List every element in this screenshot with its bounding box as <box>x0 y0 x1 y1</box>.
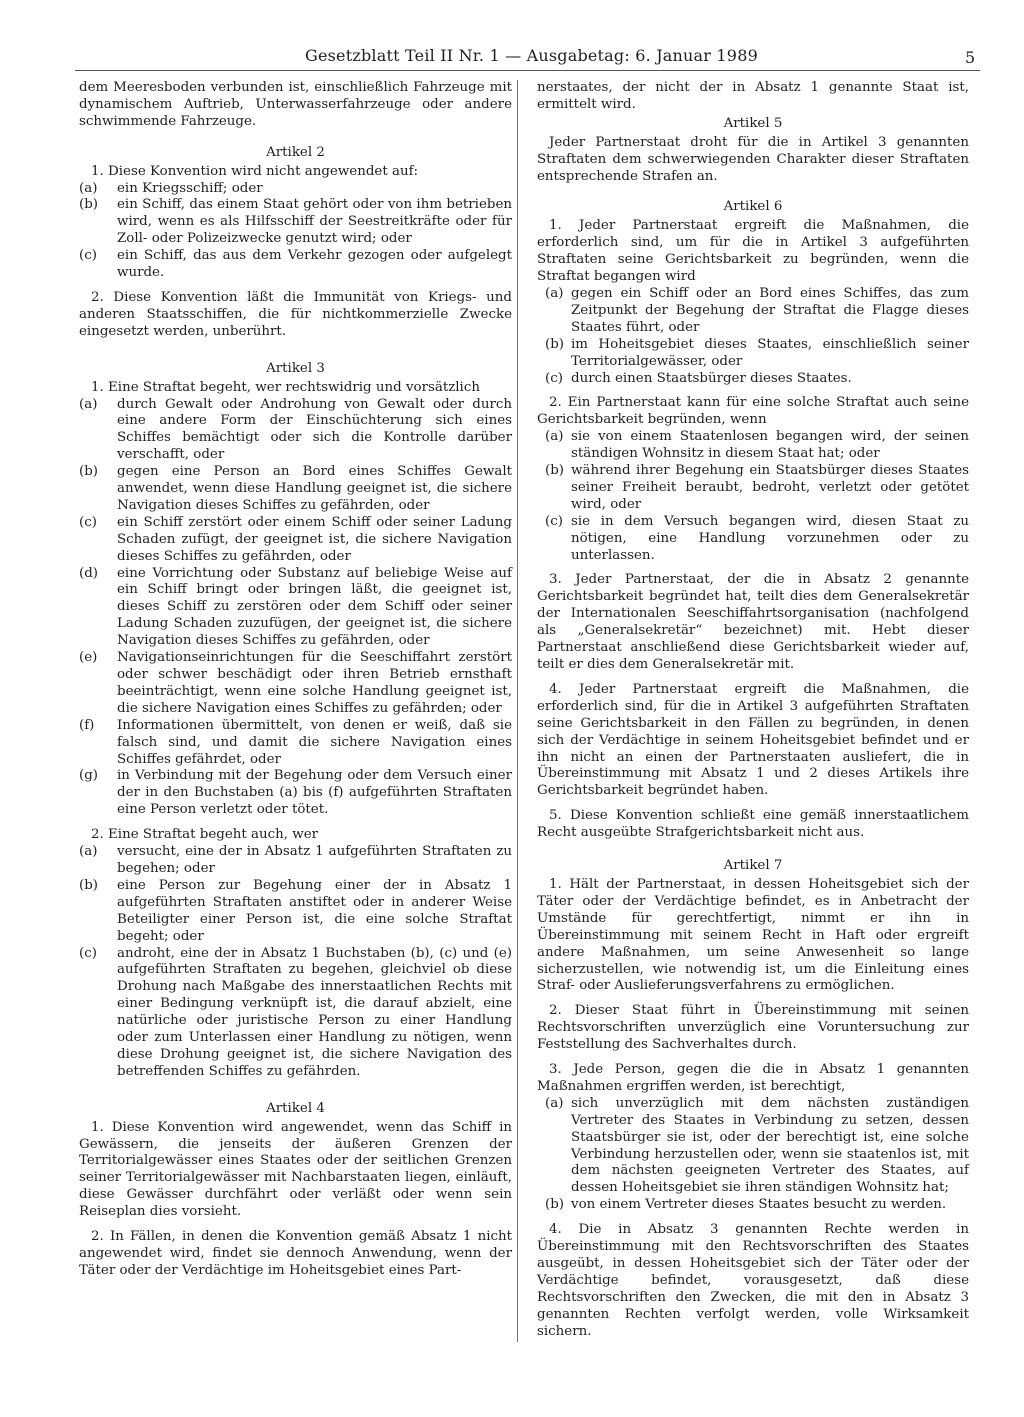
header-title: Gesetzblatt Teil II Nr. 1 — Ausgabetag: 6. Januar 1989 <box>305 46 758 65</box>
list-item: (d) eine Vorrichtung oder Substanz auf beliebige Weise auf ein Schiff bringt oder bringen läßt, die geeignet ist, dieses Schiff zu zerstören oder dem Schiff oder seiner Ladung Schaden zuzufügen, der geeignet ist, die sichere Navigation dieses Schiffes zu gefährden, oder <box>79 565 512 649</box>
article-3-para-1: 1. Eine Straftat begeht, wer rechtswidrig und vorsätzlich <box>91 379 480 395</box>
list-item: (c) ein Schiff, das aus dem Verkehr gezogen oder aufgelegt wurde. <box>79 248 512 281</box>
list-item: (b) gegen eine Person an Bord eines Schiffes Gewalt anwendet, wenn diese Handlung geeignet ist, die sichere Navigation dieses Schiffes zu gefährden, oder <box>79 464 512 513</box>
list-item: (c) sie in dem Versuch begangen wird, diesen Staat zu nötigen, eine Handlung vorzunehmen oder zu unterlassen. <box>545 513 969 563</box>
list-item: (a) ein Kriegsschiff; oder <box>79 180 263 196</box>
list-item: (a) durch Gewalt oder Androhung von Gewalt oder durch eine andere Form der Einschüchterung sich eines Schiffes bemächtigt oder sich die Kontrolle darüber verschafft, oder <box>79 396 512 463</box>
article-7-heading: Artikel 7 <box>723 858 783 874</box>
article-2-para-2: 2. Diese Konvention läßt die Immunität von Kriegs- und anderen Staatsschiffen, die für nichtkommerzielle Zwecke eingesetzt werden, unberührt. <box>79 289 512 339</box>
article-6-para-4: 4. Jeder Partnerstaat ergreift die Maßnahmen, die erforderlich sind, für die in Artikel 3 aufgeführten Straftaten seine Gerichtsbarkeit in den Fällen zu begründen, in denen sich der Verdächtige in seinem Hoheitsgebiet befindet und er ihn nicht an einen der Partnerstaaten ausliefert, die in Übereinstimmung mit Absatz 1 und 2 dieses Artikels ihre Gerichtsbarkeit begründet haben. <box>537 681 969 799</box>
article-6-para-1: 1. Jeder Partnerstaat ergreift die Maßnahmen, die erforderlich sind, um für die in Artikel 3 aufgeführten Straftaten seine Gerichtsbarkeit zu begründen, wenn die Straftat begangen wird <box>537 218 969 285</box>
list-item: (f) Informationen übermittelt, von denen er weiß, daß sie falsch sind, und damit die sichere Navigation eines Schiffes gefährdet, oder <box>79 717 512 767</box>
list-item: (c) androht, eine der in Absatz 1 Buchstaben (b), (c) und (e) aufgeführten Straftaten zu begehen, gleichviel ob diese Drohung nach Maßgabe des innerstaatlichen Rechts mit einer Bedingung verknüpft ist, die darauf abzielt, eine natürliche oder juristische Person zu einer Handlung oder zum Unterlassen einer Handlung zu nötigen, wenn diese Drohung geeignet ist, die sichere Navigation des betreffenden Schiffes zu gefährden. <box>79 945 512 1079</box>
list-item: (b) eine Person zur Begehung einer der in Absatz 1 aufgeführten Straftaten anstiftet oder in anderer Weise Beteiligter einer Person ist, die eine solche Straftat begeht; oder <box>79 877 512 944</box>
article-5-heading: Artikel 5 <box>723 115 783 131</box>
article-3-heading: Artikel 3 <box>266 360 325 376</box>
list-item: (b) von einem Vertreter dieses Staates besucht zu werden. <box>545 1197 947 1213</box>
continued-paragraph: nerstaates, der nicht der in Absatz 1 genannte Staat ist, ermittelt wird. <box>537 80 969 112</box>
list-item: (e) Navigationseinrichtungen für die Seeschiffahrt zerstört oder schwer beschädigt oder ihren Betrieb ernsthaft beeinträchtigt, wenn eine solche Handlung geeignet ist, die sichere Navigation eines Schiffes zu gefährden; oder <box>79 650 512 716</box>
list-item: (b) im Hoheitsgebiet dieses Staates, einschließlich seiner Territorialgewässer, oder <box>545 336 969 369</box>
article-2-para-1: 1. Diese Konvention wird nicht angewendet auf: <box>91 163 419 179</box>
article-6-heading: Artikel 6 <box>723 199 783 215</box>
article-7-para-1: 1. Hält der Partnerstaat, in dessen Hoheitsgebiet sich der Täter oder der Verdächtige befindet, es in Anbetracht der Umstände für gerechtfertigt, nimmt er ihn in Übereinstimmung mit seinem Recht in Haft oder ergreift andere Maßnahmen, um seine Anwesenheit so lange sicherzustellen, wie notwendig ist, um die Einleitung eines Straf- oder Auslieferungsverfahrens zu ermöglichen. <box>537 876 969 994</box>
list-item: (a) versucht, eine der in Absatz 1 aufgeführten Straftaten zu begehen; oder <box>79 844 512 876</box>
list-item: (c) durch einen Staatsbürger dieses Staates. <box>545 370 852 386</box>
left-column <box>79 80 512 1280</box>
article-7-para-2: 2. Dieser Staat führt in Übereinstimmung mit seinen Rechtsvorschriften unverzüglich eine Voruntersuchung zur Feststellung des Sachverhaltes durch. <box>537 1003 969 1053</box>
article-4-para-1: 1. Diese Konvention wird angewendet, wenn das Schiff in Gewässern, die jenseits der äußeren Grenzen der Territorialgewässer eines Staates oder der seitlichen Grenzen seiner Territorialgewässer mit Nachbarstaaten liegen, einläuft, diese Gewässer durchfährt oder verläßt oder wenn sein Reiseplan dies vorsieht. <box>79 1119 512 1220</box>
list-item: (c) ein Schiff zerstört oder einem Schiff oder seiner Ladung Schaden zufügt, der geeignet ist, die sichere Navigation dieses Schiffes zu gefährden, oder <box>79 514 512 564</box>
continued-paragraph: dem Meeresboden verbunden ist, einschließlich Fahrzeuge mit dynamischem Auftrieb, Unterwasserfahrzeuge oder andere schwimmende Fahrzeuge. <box>79 80 512 129</box>
article-6-para-2: 2. Ein Partnerstaat kann für eine solche Straftat auch seine Gerichtsbarkeit begründen, wenn <box>537 395 969 428</box>
article-5-para-1: Jeder Partnerstaat droht für die in Artikel 3 genannten Straftaten dem schwerwiegenden Charakter dieser Straftaten entsprechende Strafen an. <box>537 134 969 184</box>
article-3-para-2: 2. Eine Straftat begeht auch, wer <box>91 827 319 843</box>
list-item: (a) sich unverzüglich mit dem nächsten zuständigen Vertreter des Staates in Verbindung zu setzen, dessen Staatsbürger sie ist, oder der berechtigt ist, eine solche Verbindung herzustellen oder, wenn sie staatenlos ist, mit dem nächsten geeigneten Vertreter des Staates, auf dessen Hoheitsgebiet sie ihren ständigen Wohnsitz hat; <box>545 1095 969 1196</box>
list-item: (a) gegen ein Schiff oder an Bord eines Schiffes, das zum Zeitpunkt der Begehung der Straftat die Flagge dieses Staates führt, oder <box>545 285 969 335</box>
list-item: (b) ein Schiff, das einem Staat gehört oder von ihm betrieben wird, wenn es als Hilfsschiff der Seestreitkräfte oder für Zoll- oder Polizeizwecke genutzt wird; oder <box>79 197 512 247</box>
header-rule <box>75 70 980 71</box>
article-6-para-3: 3. Jeder Partnerstaat, der die in Absatz 2 genannte Gerichtsbarkeit begründet hat, teilt dies dem Generalsekretär der Internationalen Seeschiffahrtsorganisation (nachfolgend als „Generalsekretär“ bezeichnet) mit. Hebt dieser Partnerstaat anschließend diese Gerichtsbarkeit wieder auf, teilt er dies dem Generalsekretär mit. <box>537 572 969 672</box>
page-number: 5 <box>965 48 976 67</box>
list-item: (g) in Verbindung mit der Begehung oder dem Versuch einer der in den Buchstaben (a) bis (f) aufgeführten Straftaten eine Person verletzt oder tötet. <box>79 768 512 818</box>
right-column <box>537 80 969 1341</box>
column-divider <box>517 80 518 1342</box>
article-7-para-4: 4. Die in Absatz 3 genannten Rechte werden in Übereinstimmung mit den Rechtsvorschriften des Staates ausgeübt, in dessen Hoheitsgebiet sich der Täter oder der Verdächtige befindet, vorausgesetzt, daß diese Rechtsvorschriften den Zwecken, die mit den in Absatz 3 genannten Rechten verfolgt werden, volle Wirksamkeit sichern. <box>537 1222 969 1339</box>
list-item: (a) sie von einem Staatenlosen begangen wird, der seinen ständigen Wohnsitz in diesem Staat hat; oder <box>545 429 969 462</box>
article-6-para-5: 5. Diese Konvention schließt eine gemäß innerstaatlichem Recht ausgeübte Strafgerichtsbarkeit nicht aus. <box>537 808 969 841</box>
article-2-heading: Artikel 2 <box>266 144 325 160</box>
article-4-heading: Artikel 4 <box>266 1100 325 1116</box>
list-item: (b) während ihrer Begehung ein Staatsbürger dieses Staates seiner Freiheit beraubt, bedroht, verletzt oder getötet wird, oder <box>545 463 969 512</box>
article-7-para-3: 3. Jede Person, gegen die die in Absatz 1 genannten Maßnahmen ergriffen werden, ist berechtigt, <box>537 1062 969 1094</box>
article-4-para-2: 2. In Fällen, in denen die Konvention gemäß Absatz 1 nicht angewendet wird, findet sie dennoch Anwendung, wenn der Täter oder der Verdächtige im Hoheitsgebiet eines Part- <box>79 1229 512 1278</box>
page-header <box>0 46 1024 72</box>
